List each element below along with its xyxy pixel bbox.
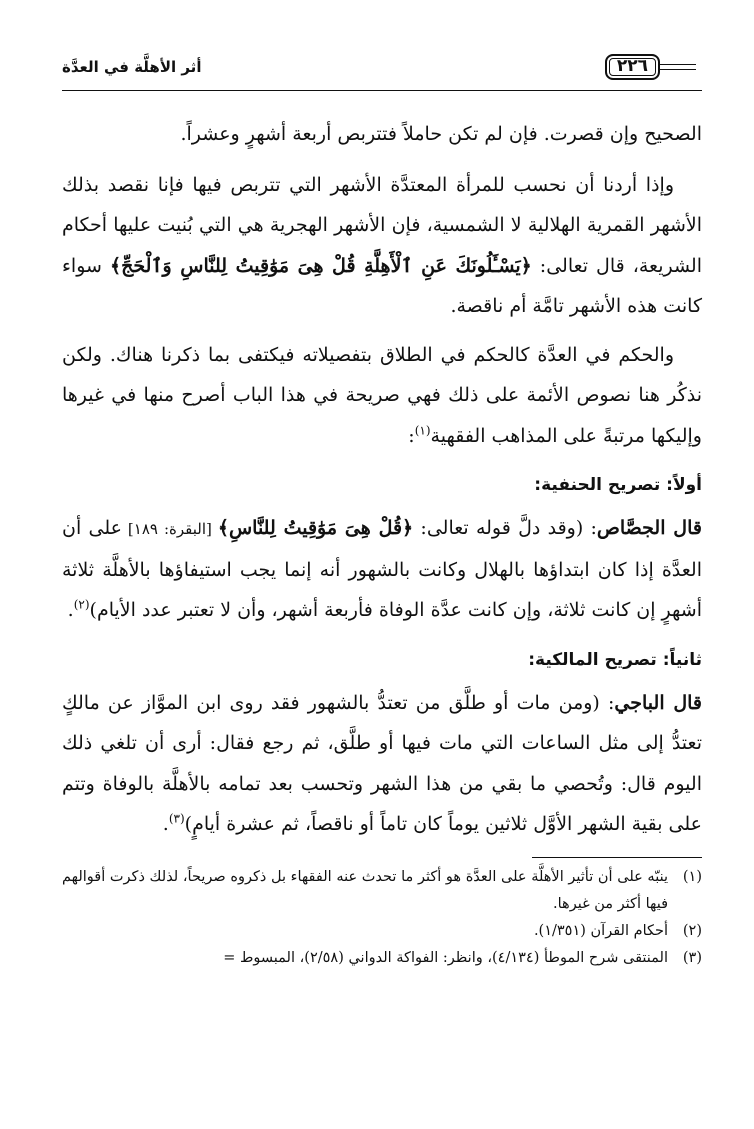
surah-reference: [البقرة: ١٨٩] (121, 520, 218, 538)
footnote-text: ينبّه على أن تأثير الأهلَّة على العدَّة هو أكثر ما تحدث عنه الفقهاء بل ذكروه صريحاً، لذلك ذكرت أقوالهم فيها أكثر من غيرها. (62, 868, 668, 912)
footnote-item (62, 945, 702, 972)
page-number: ٢٢٦ (605, 54, 660, 80)
book-page (62, 48, 702, 972)
header-ornament-rule (660, 64, 696, 70)
section-heading-hanafi: أولاً: تصريح الحنفية: (534, 475, 702, 495)
header-divider (62, 90, 702, 91)
footnote-ref-1[interactable]: (١) (414, 423, 431, 438)
footnote-separator (532, 857, 702, 858)
paragraph-jassas-end: . (67, 599, 74, 621)
paragraph-jassas (62, 508, 702, 631)
author-jassas: قال الجصَّاص (596, 517, 702, 539)
footnote-number: (٢) (682, 922, 702, 939)
footnote-ref-2[interactable]: (٢) (73, 597, 90, 612)
footnote-number: (٣) (682, 949, 702, 966)
paragraph-3-tail: : (408, 424, 415, 447)
section-heading-maliki: ثانياً: تصريح المالكية: (528, 649, 702, 670)
page-header (62, 48, 702, 92)
paragraph-2 (62, 165, 702, 327)
paragraph-baji-end: . (162, 813, 169, 835)
paragraph-2-text: وإذا أردنا أن نحسب للمرأة المعتدَّة الأشهر التي تتربص فيها فإنا نقصد بذلك الأشهر القمرية الهلالية لا الشمسية، فإن الأشهر الهجرية هي التي بُنيت عليها أحكام الشريعة، قال تعالى: (62, 173, 702, 277)
running-title: أثر الأهلَّة في العدَّة (62, 58, 202, 76)
quran-verse-ahilla: ﴿يَسْـَٔلُونَكَ عَنِ ٱلْأَهِلَّةِ قُلْ هِىَ مَوَٰقِيتُ لِلنَّاسِ وَٱلْحَجِّ﴾ (109, 254, 532, 277)
footnote-number: (١) (682, 868, 702, 885)
page-number-box (605, 54, 702, 80)
paragraph-1-text: الصحيح وإن قصرت. فإن لم تكن حاملاً فتتربص أربعة أشهرٍ وعشراً. (180, 123, 702, 145)
paragraph-jassas-intro: : (وقد دلَّ قوله تعالى: (413, 517, 597, 539)
footnote-text: أحكام القرآن (١/٣٥١). (533, 922, 668, 939)
paragraph-jassas-text: على أن العدَّة إذا كان ابتداؤها بالهلال وكانت بالشهور أنه إنما يجب استيفاؤها بالأهلَّة ثلاثة أشهرٍ إن كانت ثلاثة، وإن كانت عدَّة الوفاة فأربعة أشهر، وأن لا تعتبر عدد الأيام) (62, 517, 702, 621)
author-baji: قال الباجي (614, 691, 703, 714)
paragraph-2-tail: سواء كانت هذه الأشهر تامَّة أم ناقصة. (62, 254, 702, 317)
paragraph-baji-text: : (ومن مات أو طلَّق من تعتدُّ بالشهور فقد روى ابن الموَّاز عن مالكٍ تعتدُّ إلى مثل الساعات التي مات فيها أو طلَّق، ثم رجع فقال: أرى أن تلغي ذلك اليوم قال: وتُحصي ما بقي من هذا الشهر وتحسب بعد تمامه بالأهلَّة بالوفاة وتتم على بقية الشهر الأوَّل ثلاثين يوماً كان تاماً أو ناقصاً، ثم عشرة أيامٍ) (62, 691, 702, 835)
footnote-text: المنتقى شرح الموطأ (٤/١٣٤)، وانظر: الفواكة الدواني (٢/٥٨)، المبسوط = (223, 949, 668, 966)
paragraph-3-text: والحكم في العدَّة كالحكم في الطلاق بتفصيلاته فيكتفى بما ذكرنا هناك. ولكن نذكُر هنا نصوص الأئمة على ذلك فهي صريحة في هذا الباب أصرح منها في غيرها وإليكها مرتبةً على المذاهب الفقهية (62, 343, 702, 447)
footnotes (62, 864, 702, 972)
paragraph-3 (62, 335, 702, 457)
footnote-ref-3[interactable]: (٣) (168, 811, 185, 826)
paragraph-baji (62, 683, 702, 845)
footnote-item (62, 918, 702, 945)
paragraph-1 (62, 114, 702, 155)
quran-verse-mawaqit: ﴿قُلْ هِىَ مَوَٰقِيتُ لِلنَّاسِ﴾ (217, 517, 414, 539)
page-body (62, 114, 702, 845)
footnote-item (62, 864, 702, 918)
